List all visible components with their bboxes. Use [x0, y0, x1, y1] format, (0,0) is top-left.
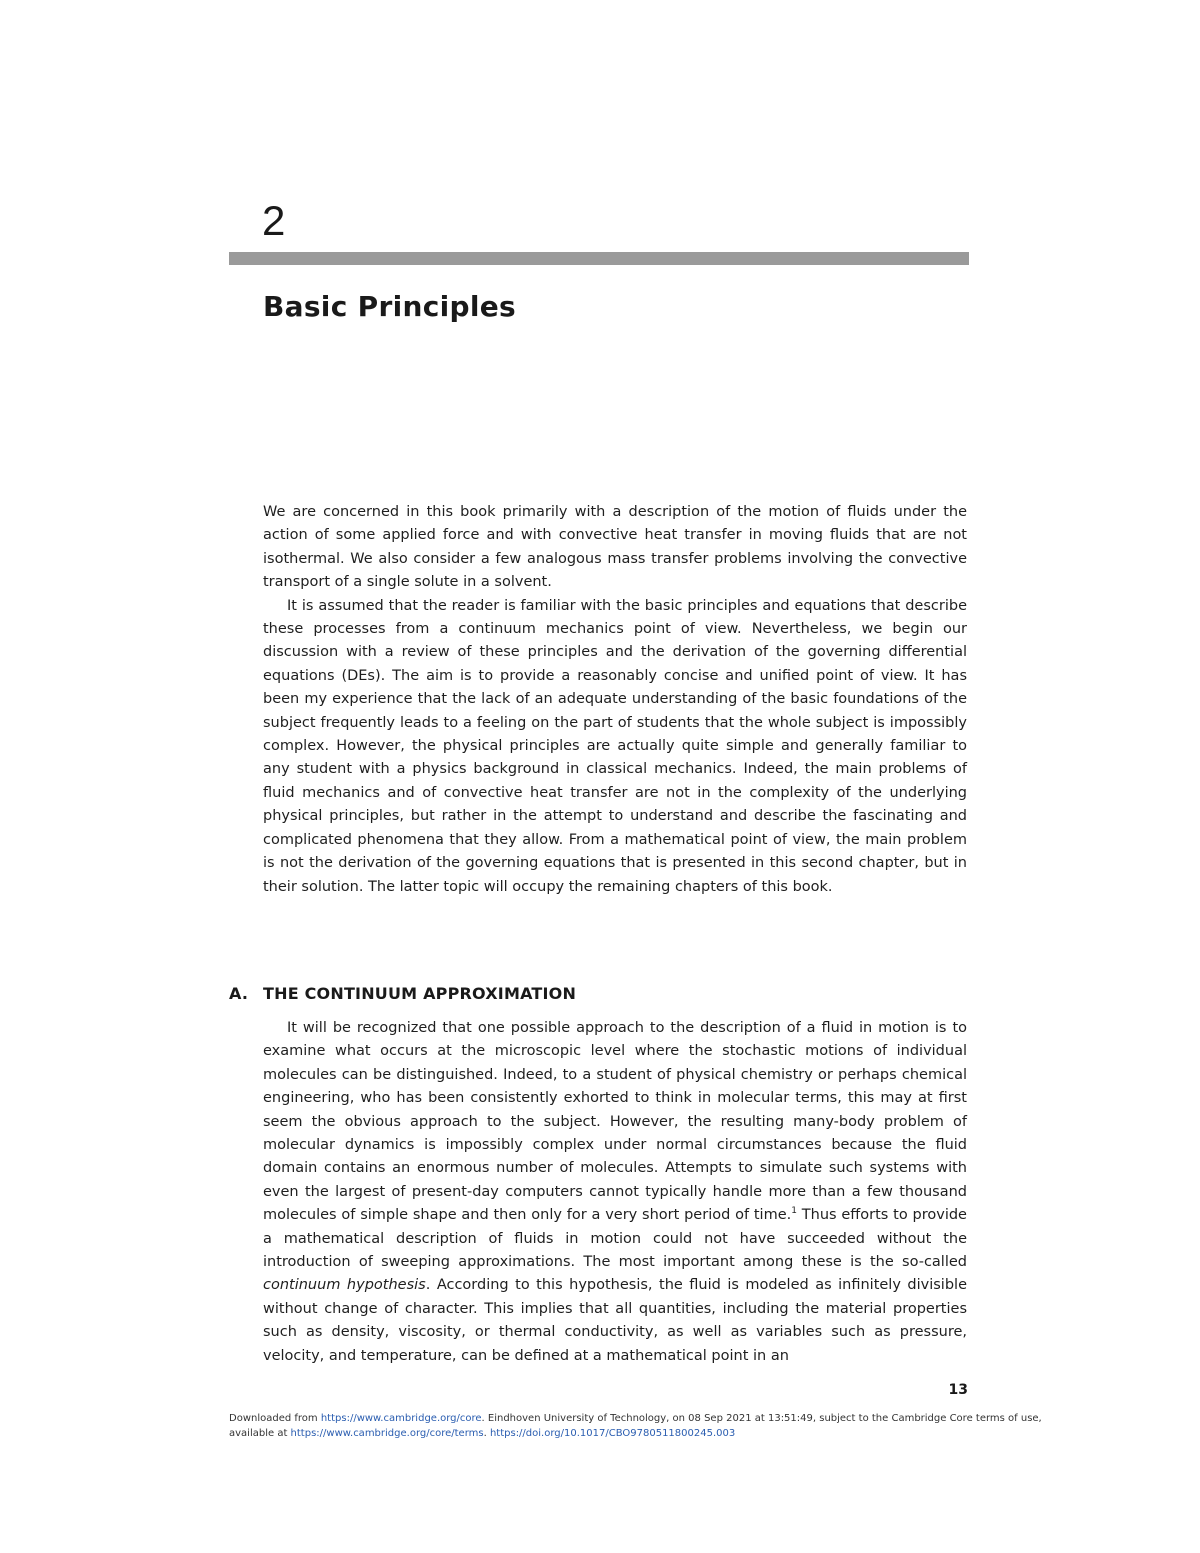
section-a-heading — [229, 982, 576, 1006]
footer-prefix: Downloaded from — [229, 1413, 321, 1424]
intro-paragraph-2: It is assumed that the reader is familiar with the basic principles and equations that describe these processes from a continuum mechanics point of view. Nevertheless, we begin our discussion with a review of these principles and the derivation of the governing differential equations (DEs). The aim is to provide a reasonably concise and unified point of view. It has been my experience that the lack of an adequate understanding of the basic foundations of the subject frequently leads to a feeling on the part of students that the whole subject is impossibly complex. However, the physical principles are actually quite simple and generally familiar to any student with a physics background in classical mechanics. Indeed, the main problems of fluid mechanics and of convective heat transfer are not in the complexity of the underlying physical principles, but rather in the attempt to understand and describe the fascinating and complicated phenomena that they allow. From a mathematical point of view, the main problem is not the derivation of the governing equations that is presented in this second chapter, but in their solution. The latter topic will occupy the remaining chapters of this book. — [263, 597, 967, 895]
chapter-divider-rect — [229, 252, 969, 265]
continuum-hypothesis-term: continuum hypothesis — [263, 1277, 426, 1294]
core-link[interactable]: https://www.cambridge.org/core — [320, 1413, 482, 1424]
terms-link[interactable]: https://www.cambridge.org/core/terms — [290, 1428, 484, 1439]
page-number: 13 — [948, 1382, 968, 1398]
section-a-paragraph — [263, 1017, 967, 1368]
footer-separator: . — [483, 1428, 490, 1439]
footnote-marker[interactable]: 1 — [791, 1206, 797, 1217]
chapter-title: Basic Principles — [263, 290, 516, 323]
section-a-text-part-1: It will be recognized that one possible approach to the description of a fluid in motion is to examine what occurs at the microscopic level where the stochastic motions of individual molecules can be distinguished. Indeed, to a student of physical chemistry or perhaps chemical engineering, who has been consistently exhorted to think in molecular terms, this may at first seem the obvious approach to the subject. However, the resulting many-body problem of molecular dynamics is impossibly complex under normal circumstances because the fluid domain contains an enormous number of molecules. Attempts to simulate such systems with even the largest of present-day computers cannot typically handle more than a few thousand molecules of simple shape and then only for a very short period of time. — [263, 1020, 967, 1224]
download-footer — [229, 1411, 1049, 1441]
footer-middle: . Eindhoven University of Technology, on 08 Sep 2021 at 13:51:49, subject to the Cambridge Core terms of use, available at — [229, 1413, 1042, 1439]
chapter-number: 2 — [262, 197, 286, 244]
section-a-text-part-3: . According to this hypothesis, the fluid is modeled as infinitely divisible without change of character. This implies that all quantities, including the material properties such as density, viscosity, or thermal conductivity, as well as variables such as pressure, velocity, and temperature, can be defined at a mathematical point in an — [263, 1277, 967, 1364]
section-a-label: A. — [229, 984, 249, 1003]
intro-paragraph-1: We are concerned in this book primarily with a description of the motion of fluids under the action of some applied force and with convective heat transfer in moving fluids that are not isothermal. We also consider a few analogous mass transfer problems involving the convective transport of a single solute in a solvent. — [263, 504, 967, 591]
section-a-text-part-2: Thus efforts to provide a mathematical description of fluids in motion could not have succeeded without the introduction of sweeping approximations. The most important among these is the so-called — [263, 1207, 967, 1271]
chapter-divider-bar — [229, 252, 969, 265]
section-a-text — [263, 1017, 967, 1368]
doi-link[interactable]: https://doi.org/10.1017/CBO9780511800245.003 — [489, 1428, 736, 1439]
intro-text — [263, 501, 967, 899]
section-a-title: THE CONTINUUM APPROXIMATION — [263, 984, 577, 1003]
